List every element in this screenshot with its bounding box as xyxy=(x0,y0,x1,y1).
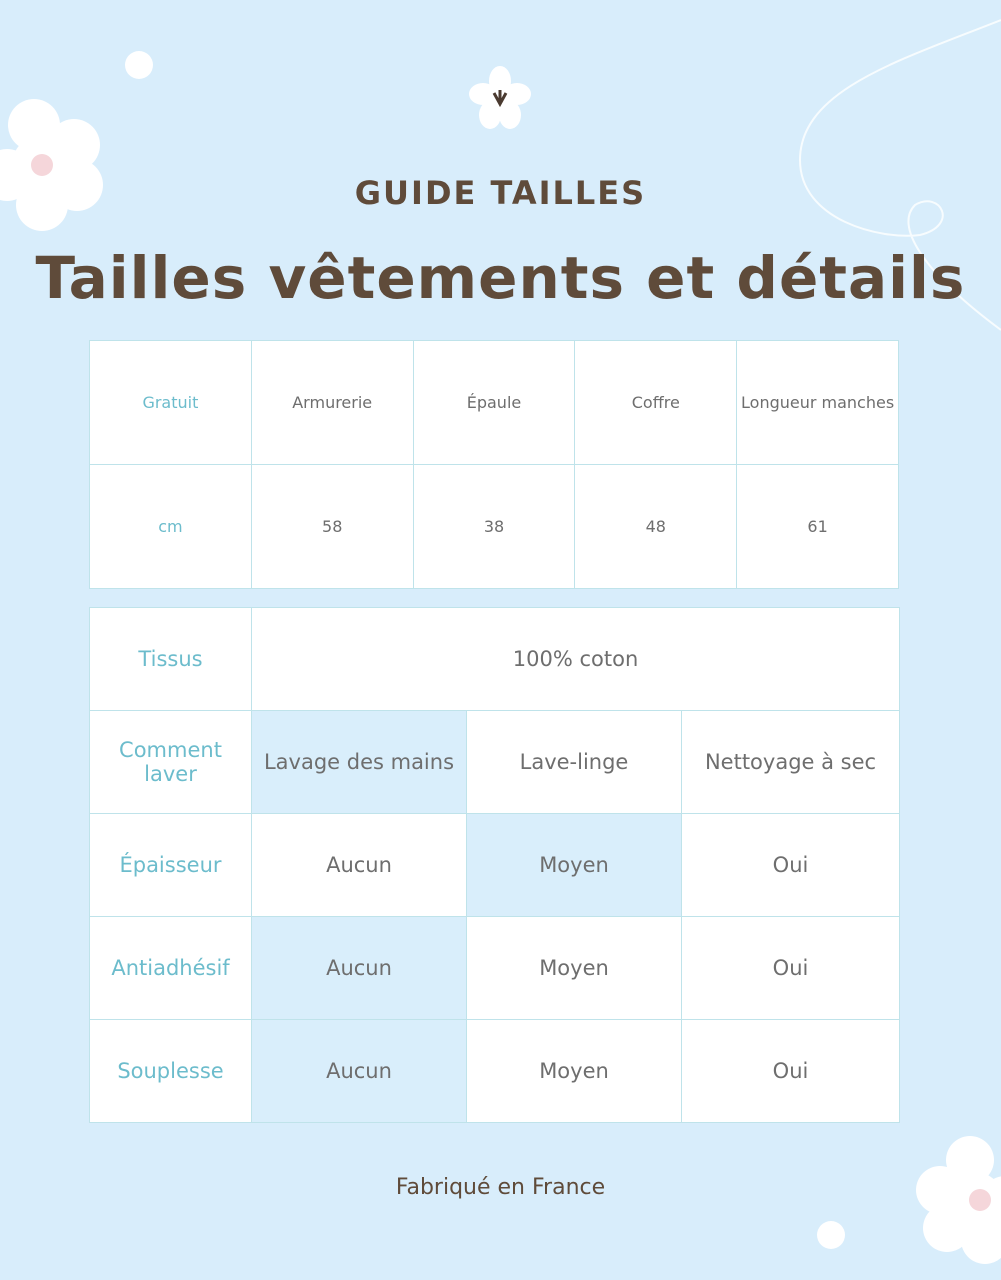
table-cell: Lave-linge xyxy=(467,711,682,814)
table-cell: 100% coton xyxy=(252,608,900,711)
table-cell: Oui xyxy=(682,1020,900,1123)
table-cell: Moyen xyxy=(467,814,682,917)
table-row xyxy=(90,341,899,465)
sizes-table xyxy=(89,340,899,589)
row-label: Antiadhésif xyxy=(90,917,252,1020)
table-row xyxy=(90,711,900,814)
table-cell: Oui xyxy=(682,917,900,1020)
table-cell: Oui xyxy=(682,814,900,917)
table-row xyxy=(90,917,900,1020)
table-cell: Aucun xyxy=(252,917,467,1020)
table-row xyxy=(90,1020,900,1123)
table-header-cell: Armurerie xyxy=(251,341,413,465)
table-cell: Aucun xyxy=(252,814,467,917)
table-cell: 58 xyxy=(251,465,413,589)
guide-subtitle: GUIDE TAILLES xyxy=(354,174,647,212)
row-label: Souplesse xyxy=(90,1020,252,1123)
row-label: Comment laver xyxy=(90,711,252,814)
table-header-cell: Longueur manches xyxy=(737,341,899,465)
table-cell: Moyen xyxy=(467,917,682,1020)
table-cell: Lavage des mains xyxy=(252,711,467,814)
table-cell: Moyen xyxy=(467,1020,682,1123)
flower-icon xyxy=(469,66,531,129)
row-label: Tissus xyxy=(90,608,252,711)
table-row xyxy=(90,814,900,917)
footer-text: Fabriqué en France xyxy=(395,1175,606,1200)
row-label: Épaisseur xyxy=(90,814,252,917)
flower-icon xyxy=(916,1136,1001,1264)
details-table xyxy=(89,607,900,1123)
table-row xyxy=(90,465,899,589)
table-cell: 48 xyxy=(575,465,737,589)
page-title: Tailles vêtements et détails xyxy=(35,244,966,312)
table-cell: 61 xyxy=(737,465,899,589)
table-cell: Aucun xyxy=(252,1020,467,1123)
table-header-cell: Épaule xyxy=(413,341,575,465)
table-header-cell: Gratuit xyxy=(90,341,252,465)
table-row xyxy=(90,608,900,711)
table-cell: Nettoyage à sec xyxy=(682,711,900,814)
table-header-cell: Coffre xyxy=(575,341,737,465)
table-cell: cm xyxy=(90,465,252,589)
table-cell: 38 xyxy=(413,465,575,589)
